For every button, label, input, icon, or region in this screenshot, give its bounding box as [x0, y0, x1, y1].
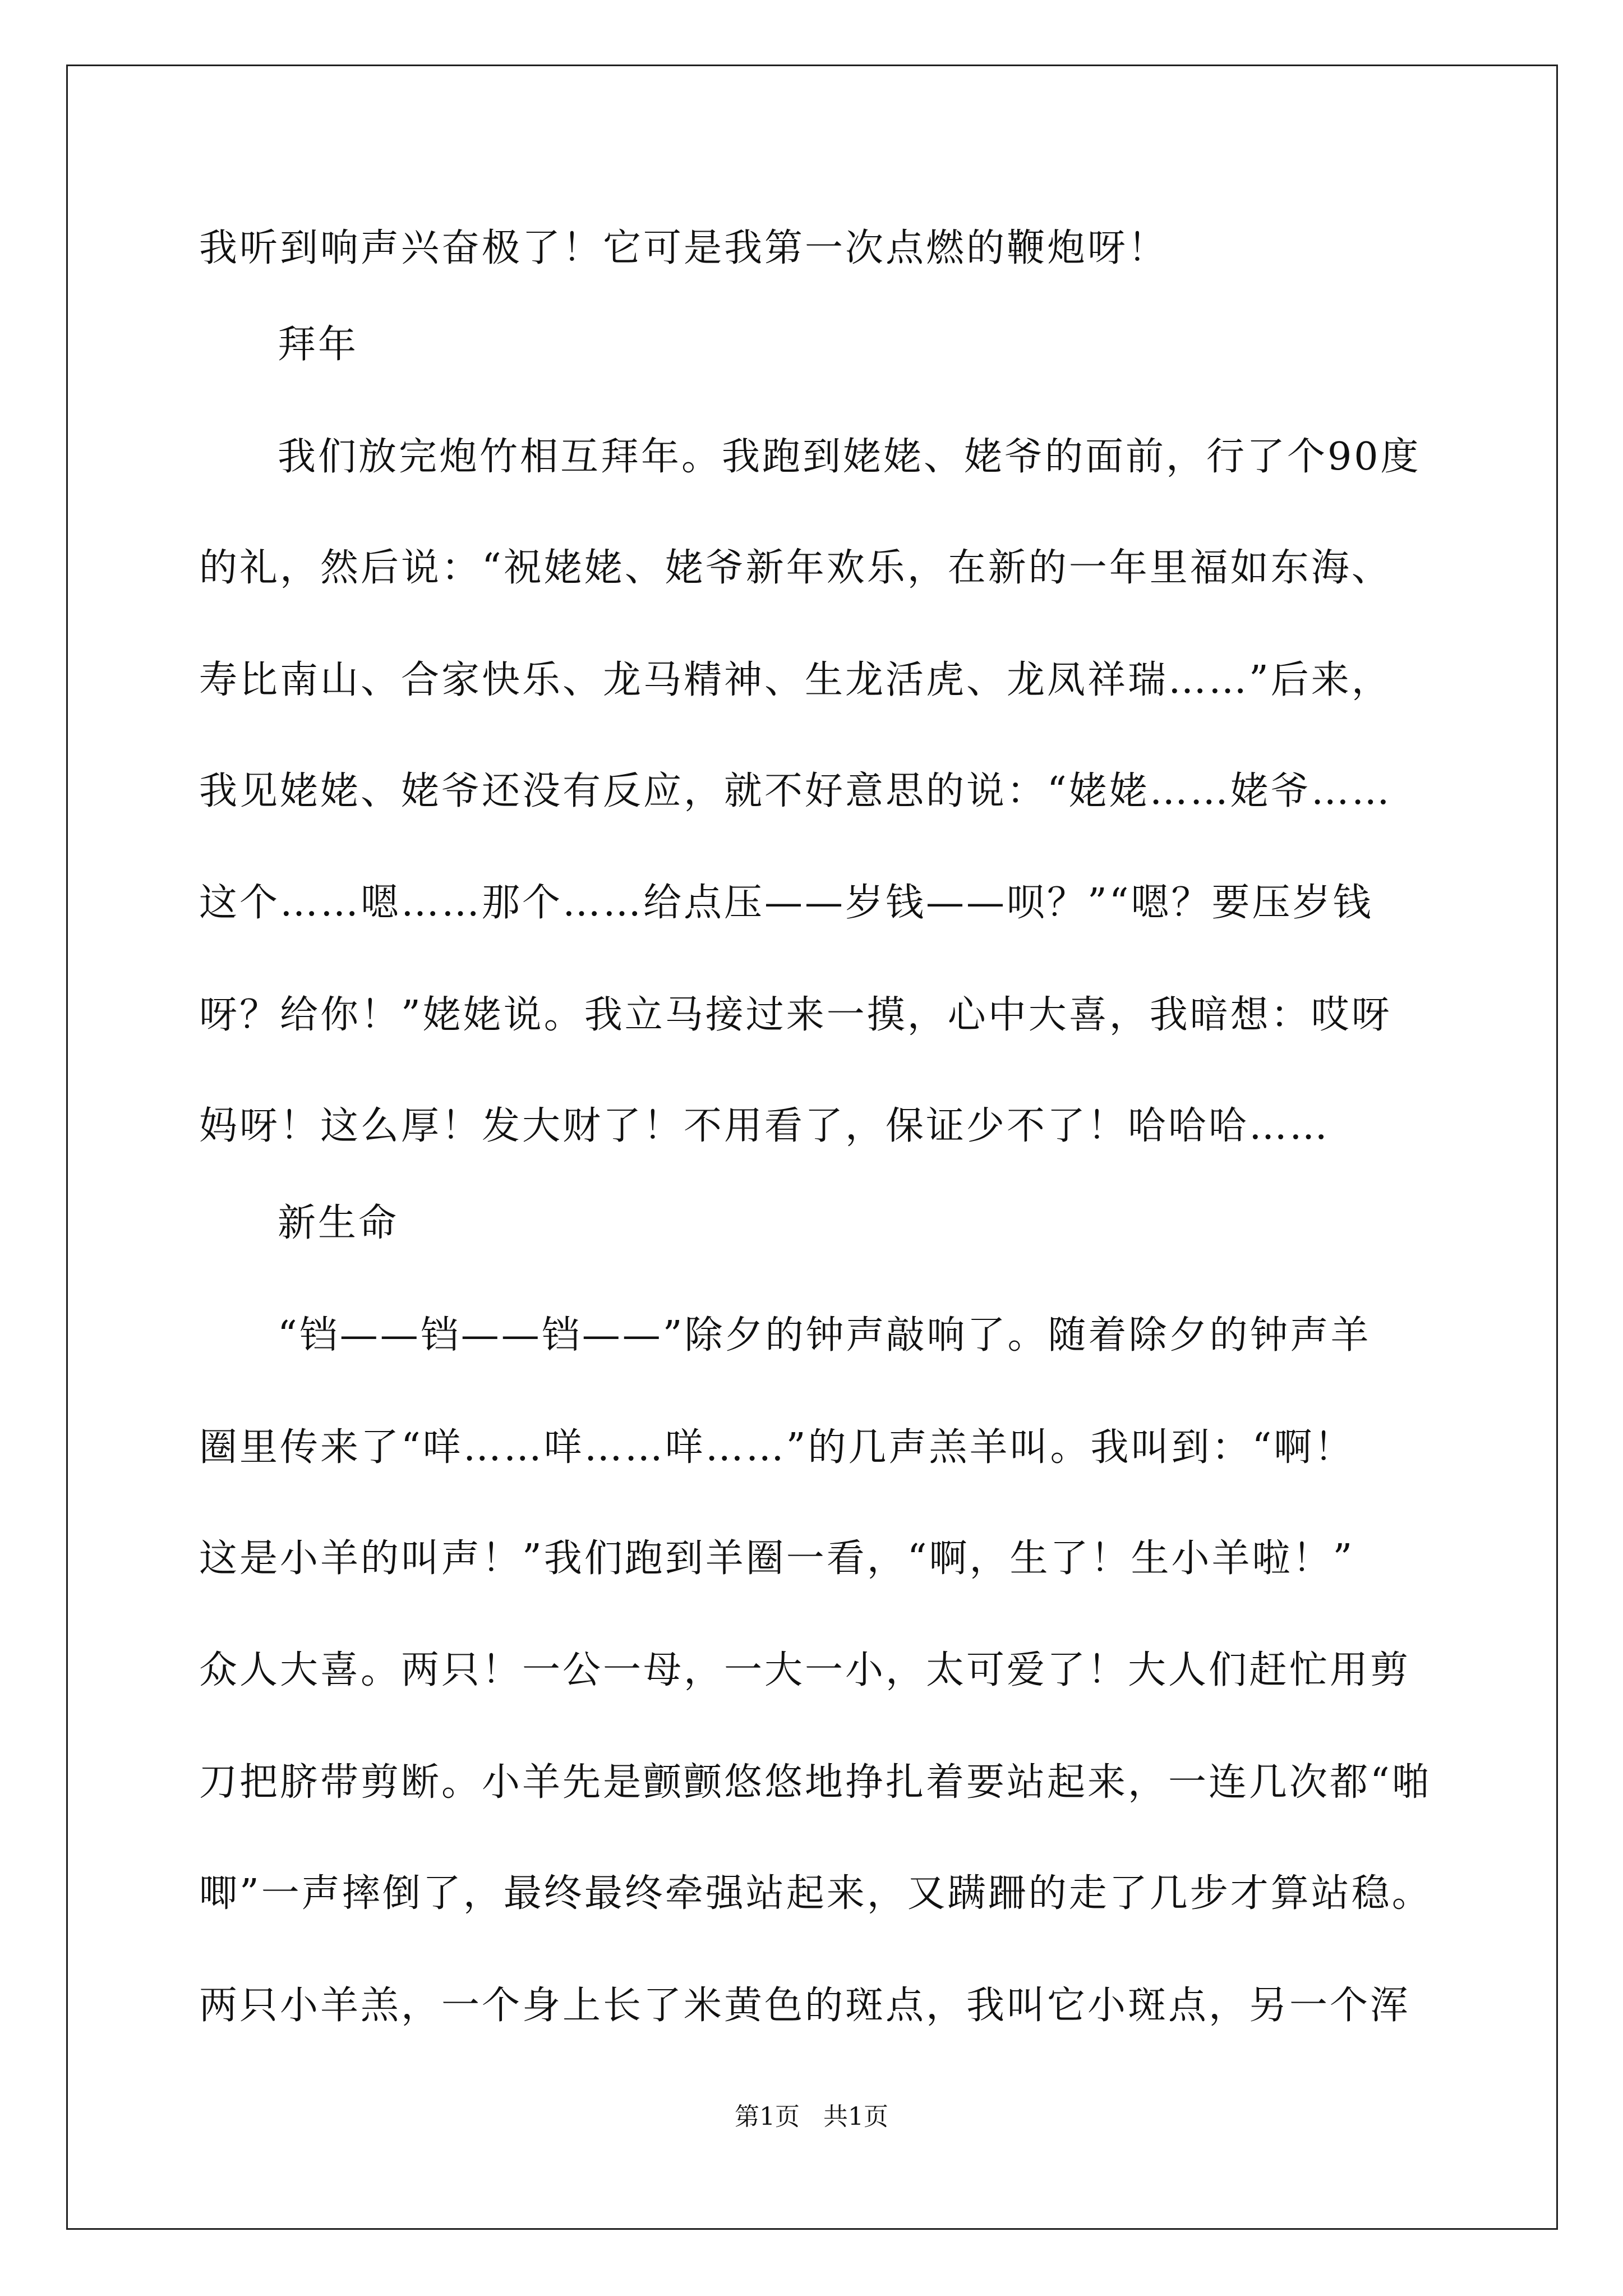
section-heading: 新生命: [278, 1201, 399, 1245]
text-line: 圈里传来了“咩……咩……咩……”的几声羔羊叫。我叫到：“啊！: [199, 1425, 1355, 1470]
text-line: 唧”一声摔倒了，最终最终牵强站起来，又蹒跚的走了几步才算站稳。: [199, 1871, 1432, 1916]
text-line: 寿比南山、合家快乐、龙马精神、生龙活虎、龙凤祥瑞……”后来，: [199, 658, 1392, 702]
text-line: 我们放完炮竹相互拜年。我跑到姥姥、姥爷的面前，行了个90度: [278, 435, 1421, 479]
text-line: 我见姥姥、姥爷还没有反应，就不好意思的说：“姥姥……姥爷……: [199, 769, 1392, 813]
text-line: 两只小羊羔，一个身上长了米黄色的斑点，我叫它小斑点，另一个浑: [199, 1984, 1411, 2028]
text-line: 呀？给你！”姥姥说。我立马接过来一摸，心中大喜，我暗想：哎呀: [199, 993, 1392, 1037]
text-line: 这个……嗯……那个……给点压——岁钱——呗？”“嗯？要压岁钱: [199, 881, 1373, 925]
section-heading: 拜年: [278, 323, 359, 367]
text-line: 众人大喜。两只！一公一母，一大一小，太可爱了！大人们赶忙用剪: [199, 1648, 1411, 1692]
page-number-footer: 第1页 共1页: [735, 2102, 888, 2131]
text-line: 的礼，然后说：“祝姥姥、姥爷新年欢乐，在新的一年里福如东海、: [199, 546, 1392, 590]
text-line: 刀把脐带剪断。小羊先是颤颤悠悠地挣扎着要站起来，一连几次都“啪: [199, 1760, 1432, 1805]
text-line: 这是小羊的叫声！”我们跑到羊圈一看，“啊，生了！生小羊啦！”: [199, 1536, 1355, 1581]
text-line: “铛——铛——铛——”除夕的钟声敲响了。随着除夕的钟声羊: [278, 1313, 1371, 1358]
text-line: 我听到响声兴奋极了！它可是我第一次点燃的鞭炮呀！: [199, 226, 1169, 270]
text-line: 妈呀！这么厚！发大财了！不用看了，保证少不了！哈哈哈……: [199, 1104, 1330, 1148]
